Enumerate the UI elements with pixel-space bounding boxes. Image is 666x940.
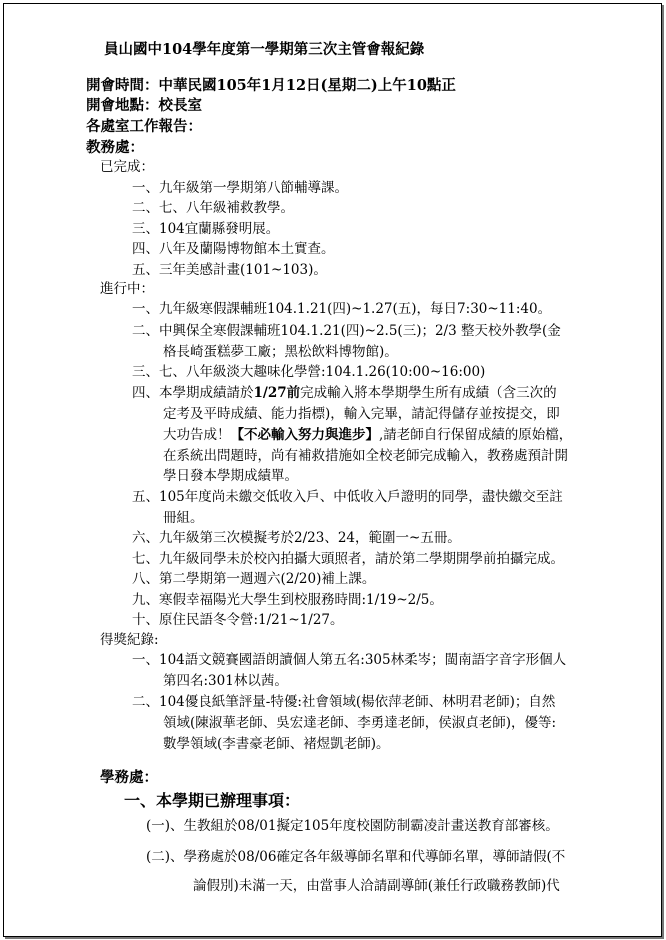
progress-line: 九、寒假幸福陽光大學生到校服務時間:1/19~2/5。 [132, 592, 443, 608]
academic-header: 教務處： [86, 139, 144, 156]
progress-line: 三、七、八年級淡大趣味化學營:104.1.26(10:00~16:00) [132, 364, 486, 380]
progress-line: 二、中興保全寒假課輔班104.1.21(四)~2.5(三)；2/3 整天校外教學(金 [132, 323, 561, 339]
document-page [3, 3, 662, 937]
progress-text: 大功告成！ [163, 427, 231, 443]
document-title: 員山國中104學年度第一學期第三次主管會報紀錄 [104, 41, 425, 58]
done-label: 已完成： [100, 159, 154, 175]
progress-line: 學日發本學期成績單。 [163, 468, 298, 484]
meeting-time-row [86, 77, 456, 95]
progress-line: 七、九年級同學未於校內拍攝大頭照者，請於第二學期開學前拍攝完成。 [132, 551, 564, 567]
progress-line: 八、第二學期第一週週六(2/20)補上課。 [132, 571, 376, 587]
progress-line: 在系統出問題時，尚有補救措施如全校老師完成輸入，教務處預計開 [163, 448, 568, 464]
progress-text: 四、本學期成績請於 [132, 385, 254, 401]
note-emphasis: 【不必輸入努力與進步】 [230, 427, 379, 443]
student-affairs-line: 論假別)未滿一天，由當事人洽請副導師(兼任行政職務教師)代 [193, 878, 560, 894]
deadline-emphasis: 1/27前 [253, 385, 301, 401]
meeting-place-value: 校長室 [158, 97, 202, 114]
done-item: 四、八年及蘭陽博物館本土實查。 [132, 241, 335, 257]
progress-line: 格長崎蛋糕夢工廠；黑松飲料博物館)。 [163, 344, 398, 360]
progress-line-grades [132, 384, 557, 402]
progress-text: ,請老師自行保留成績的原始檔， [379, 427, 573, 443]
award-line: 第四名:301林以茜。 [163, 673, 288, 689]
progress-line: 六、九年級第三次模擬考於2/23、24，範圍一~五冊。 [132, 530, 461, 546]
done-item: 五、三年美感計畫(101~103)。 [132, 262, 327, 278]
progress-line: 定考及平時成績、能力指標)，輸入完畢，請記得儲存並按提交，即 [163, 406, 560, 422]
student-affairs-line: (一)、生教組於08/01擬定105年度校園防制霸凌計畫送教育部審核。 [146, 818, 559, 834]
done-item: 三、104宜蘭縣發明展。 [132, 221, 280, 237]
award-line: 領域(陳淑華老師、吳宏達老師、李勇達老師，侯淑貞老師)，優等: [163, 715, 557, 731]
award-label: 得獎紀錄: [100, 632, 159, 648]
reports-label: 各處室工作報告： [86, 118, 202, 135]
progress-line: 十、原住民語冬令營:1/21~1/27。 [132, 612, 344, 628]
done-item: 一、九年級第一學期第八節輔導課。 [132, 180, 348, 196]
student-affairs-header: 學務處： [100, 769, 158, 786]
award-line: 一、104語文競賽國語朗讀個人第五名:305林柔岑；閩南語字音字形個人 [132, 652, 567, 668]
meeting-time-value: 中華民國105年1月12日(星期二)上午10點正 [158, 77, 456, 94]
meeting-place-label: 開會地點： [86, 97, 159, 114]
progress-line: 冊組。 [163, 510, 204, 526]
progress-line: 一、九年級寒假課輔班104.1.21(四)~1.27(五)，每日7:30~11:40。 [132, 301, 552, 317]
done-item: 二、七、八年級補救教學。 [132, 200, 294, 216]
award-line: 數學領域(李書豪老師、褚煜凱老師)。 [163, 736, 390, 752]
award-line: 二、104優良紙筆評量-特優:社會領域(楊依萍老師、林明君老師)；自然 [132, 694, 556, 710]
progress-line-note [163, 426, 572, 444]
progress-label: 進行中： [100, 281, 154, 297]
meeting-place-row [86, 97, 202, 115]
meeting-time-label: 開會時間： [86, 77, 159, 94]
student-affairs-line: (二)、學務處於08/06確定各年級導師名單和代導師名單，導師請假(不 [146, 849, 566, 865]
progress-text: 完成輸入將本學期學生所有成績（含三次的 [300, 385, 557, 401]
progress-line: 五、105年度尚未繳交低收入戶、中低收入戶證明的同學，盡快繳交至註 [132, 489, 563, 505]
student-affairs-section-title: 一、本學期已辦理事項： [124, 791, 301, 810]
